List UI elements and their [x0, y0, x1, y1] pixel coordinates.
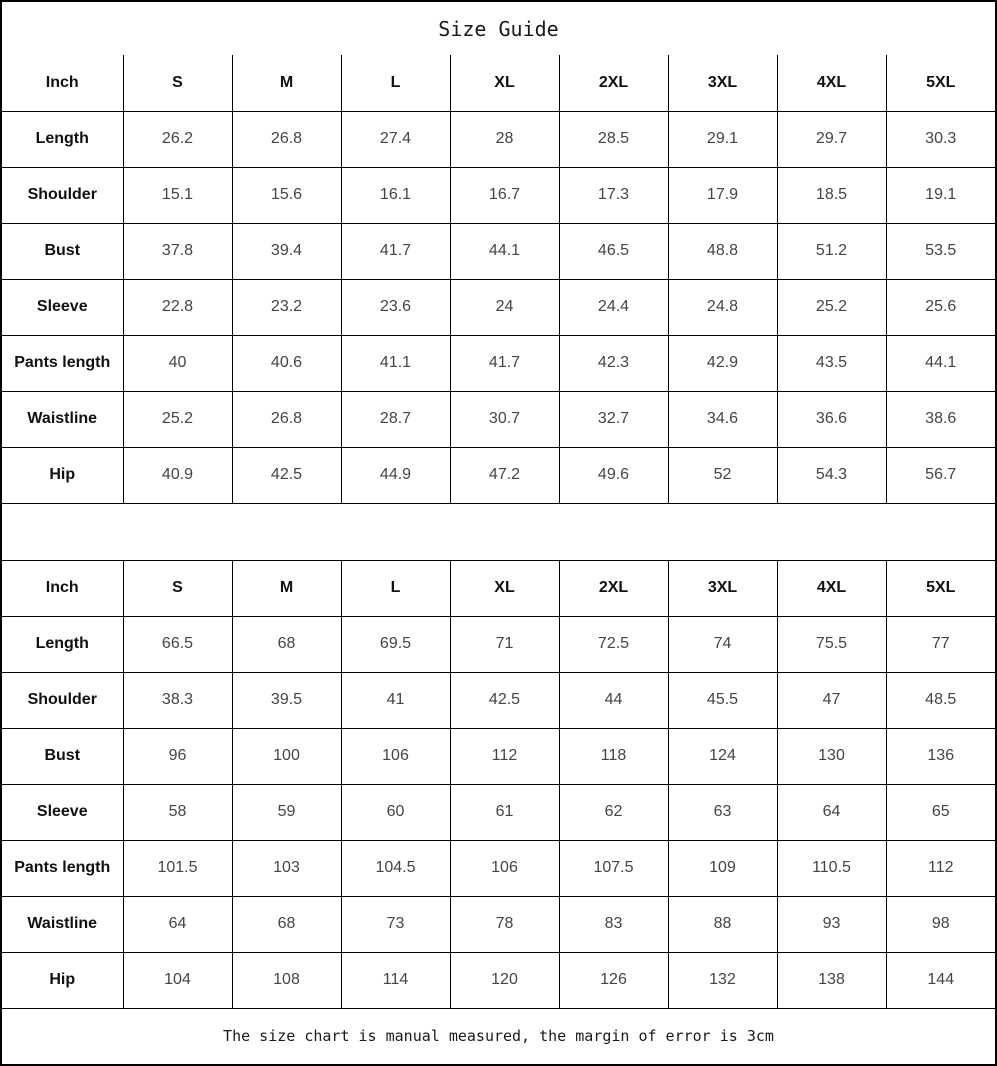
- value-cell: 41.7: [341, 223, 450, 279]
- value-cell: 34.6: [668, 391, 777, 447]
- size-header-cell: M: [232, 55, 341, 111]
- value-cell: 69.5: [341, 616, 450, 672]
- value-cell: 83: [559, 896, 668, 952]
- size-header-cell: L: [341, 560, 450, 616]
- unit-header-cell: Inch: [2, 560, 123, 616]
- table-row: [2, 447, 995, 503]
- value-cell: 112: [886, 840, 995, 896]
- table-row: [2, 279, 995, 335]
- value-cell: 60: [341, 784, 450, 840]
- value-cell: 52: [668, 447, 777, 503]
- value-cell: 72.5: [559, 616, 668, 672]
- value-cell: 16.1: [341, 167, 450, 223]
- value-cell: 118: [559, 728, 668, 784]
- row-label: Bust: [2, 223, 123, 279]
- value-cell: 30.7: [450, 391, 559, 447]
- value-cell: 62: [559, 784, 668, 840]
- size-header-cell: 5XL: [886, 55, 995, 111]
- value-cell: 100: [232, 728, 341, 784]
- table-row: [2, 784, 995, 840]
- value-cell: 77: [886, 616, 995, 672]
- row-label: Length: [2, 616, 123, 672]
- size-header-cell: 3XL: [668, 560, 777, 616]
- size-header-cell: S: [123, 560, 232, 616]
- value-cell: 53.5: [886, 223, 995, 279]
- value-cell: 49.6: [559, 447, 668, 503]
- value-cell: 44.9: [341, 447, 450, 503]
- size-header-cell: M: [232, 560, 341, 616]
- value-cell: 26.2: [123, 111, 232, 167]
- value-cell: 64: [123, 896, 232, 952]
- unit-header-cell: Inch: [2, 55, 123, 111]
- row-label: Pants length: [2, 335, 123, 391]
- value-cell: 28.5: [559, 111, 668, 167]
- value-cell: 41: [341, 672, 450, 728]
- row-label: Sleeve: [2, 279, 123, 335]
- value-cell: 42.3: [559, 335, 668, 391]
- footer-note: The size chart is manual measured, the margin of error is 3cm: [223, 1027, 774, 1046]
- value-cell: 41.1: [341, 335, 450, 391]
- value-cell: 38.6: [886, 391, 995, 447]
- size-header-cell: 2XL: [559, 560, 668, 616]
- value-cell: 101.5: [123, 840, 232, 896]
- value-cell: 103: [232, 840, 341, 896]
- value-cell: 61: [450, 784, 559, 840]
- value-cell: 56.7: [886, 447, 995, 503]
- value-cell: 24.4: [559, 279, 668, 335]
- header-row: [2, 560, 995, 616]
- value-cell: 28: [450, 111, 559, 167]
- value-cell: 26.8: [232, 111, 341, 167]
- value-cell: 45.5: [668, 672, 777, 728]
- value-cell: 42.5: [450, 672, 559, 728]
- value-cell: 144: [886, 952, 995, 1008]
- value-cell: 32.7: [559, 391, 668, 447]
- value-cell: 40.9: [123, 447, 232, 503]
- row-label: Bust: [2, 728, 123, 784]
- size-header-cell: 4XL: [777, 560, 886, 616]
- value-cell: 25.6: [886, 279, 995, 335]
- value-cell: 16.7: [450, 167, 559, 223]
- value-cell: 54.3: [777, 447, 886, 503]
- value-cell: 130: [777, 728, 886, 784]
- row-label: Waistline: [2, 896, 123, 952]
- table-row: [2, 896, 995, 952]
- table-row: [2, 728, 995, 784]
- value-cell: 58: [123, 784, 232, 840]
- value-cell: 46.5: [559, 223, 668, 279]
- value-cell: 25.2: [777, 279, 886, 335]
- value-cell: 106: [450, 840, 559, 896]
- value-cell: 41.7: [450, 335, 559, 391]
- value-cell: 42.9: [668, 335, 777, 391]
- value-cell: 15.6: [232, 167, 341, 223]
- size-header-cell: XL: [450, 560, 559, 616]
- table-row: [2, 223, 995, 279]
- value-cell: 93: [777, 896, 886, 952]
- table-row: [2, 840, 995, 896]
- value-cell: 75.5: [777, 616, 886, 672]
- value-cell: 18.5: [777, 167, 886, 223]
- value-cell: 19.1: [886, 167, 995, 223]
- table-row: [2, 167, 995, 223]
- value-cell: 39.5: [232, 672, 341, 728]
- row-label: Pants length: [2, 840, 123, 896]
- value-cell: 29.7: [777, 111, 886, 167]
- value-cell: 24: [450, 279, 559, 335]
- value-cell: 29.1: [668, 111, 777, 167]
- value-cell: 24.8: [668, 279, 777, 335]
- value-cell: 126: [559, 952, 668, 1008]
- size-header-cell: 5XL: [886, 560, 995, 616]
- size-header-cell: 3XL: [668, 55, 777, 111]
- table-row: [2, 952, 995, 1008]
- value-cell: 44.1: [886, 335, 995, 391]
- page-title: Size Guide: [438, 16, 559, 41]
- table-row: [2, 616, 995, 672]
- value-cell: 114: [341, 952, 450, 1008]
- value-cell: 59: [232, 784, 341, 840]
- value-cell: 47.2: [450, 447, 559, 503]
- value-cell: 48.5: [886, 672, 995, 728]
- value-cell: 110.5: [777, 840, 886, 896]
- size-table-inch: [2, 55, 995, 504]
- size-header-cell: 4XL: [777, 55, 886, 111]
- value-cell: 68: [232, 896, 341, 952]
- value-cell: 43.5: [777, 335, 886, 391]
- value-cell: 120: [450, 952, 559, 1008]
- row-label: Shoulder: [2, 167, 123, 223]
- value-cell: 68: [232, 616, 341, 672]
- row-label: Hip: [2, 447, 123, 503]
- value-cell: 44: [559, 672, 668, 728]
- value-cell: 27.4: [341, 111, 450, 167]
- value-cell: 15.1: [123, 167, 232, 223]
- value-cell: 112: [450, 728, 559, 784]
- value-cell: 36.6: [777, 391, 886, 447]
- value-cell: 96: [123, 728, 232, 784]
- header-row: [2, 55, 995, 111]
- value-cell: 104.5: [341, 840, 450, 896]
- value-cell: 39.4: [232, 223, 341, 279]
- value-cell: 65: [886, 784, 995, 840]
- value-cell: 108: [232, 952, 341, 1008]
- value-cell: 74: [668, 616, 777, 672]
- value-cell: 107.5: [559, 840, 668, 896]
- row-label: Shoulder: [2, 672, 123, 728]
- value-cell: 48.8: [668, 223, 777, 279]
- value-cell: 138: [777, 952, 886, 1008]
- value-cell: 44.1: [450, 223, 559, 279]
- value-cell: 17.3: [559, 167, 668, 223]
- value-cell: 17.9: [668, 167, 777, 223]
- value-cell: 98: [886, 896, 995, 952]
- value-cell: 30.3: [886, 111, 995, 167]
- value-cell: 25.2: [123, 391, 232, 447]
- size-header-cell: L: [341, 55, 450, 111]
- row-label: Hip: [2, 952, 123, 1008]
- value-cell: 26.8: [232, 391, 341, 447]
- table-row: [2, 672, 995, 728]
- value-cell: 42.5: [232, 447, 341, 503]
- value-cell: 23.6: [341, 279, 450, 335]
- value-cell: 104: [123, 952, 232, 1008]
- value-cell: 71: [450, 616, 559, 672]
- size-header-cell: 2XL: [559, 55, 668, 111]
- value-cell: 63: [668, 784, 777, 840]
- table-row: [2, 391, 995, 447]
- value-cell: 64: [777, 784, 886, 840]
- size-header-cell: XL: [450, 55, 559, 111]
- row-label: Length: [2, 111, 123, 167]
- value-cell: 51.2: [777, 223, 886, 279]
- value-cell: 40: [123, 335, 232, 391]
- table-row: [2, 335, 995, 391]
- value-cell: 47: [777, 672, 886, 728]
- value-cell: 78: [450, 896, 559, 952]
- value-cell: 109: [668, 840, 777, 896]
- value-cell: 38.3: [123, 672, 232, 728]
- value-cell: 23.2: [232, 279, 341, 335]
- row-label: Sleeve: [2, 784, 123, 840]
- value-cell: 37.8: [123, 223, 232, 279]
- value-cell: 136: [886, 728, 995, 784]
- value-cell: 22.8: [123, 279, 232, 335]
- value-cell: 132: [668, 952, 777, 1008]
- size-header-cell: S: [123, 55, 232, 111]
- size-table-cm: [2, 560, 995, 1009]
- value-cell: 66.5: [123, 616, 232, 672]
- value-cell: 73: [341, 896, 450, 952]
- table-row: [2, 111, 995, 167]
- table-separator: [2, 504, 995, 560]
- value-cell: 124: [668, 728, 777, 784]
- value-cell: 88: [668, 896, 777, 952]
- value-cell: 28.7: [341, 391, 450, 447]
- value-cell: 40.6: [232, 335, 341, 391]
- value-cell: 106: [341, 728, 450, 784]
- row-label: Waistline: [2, 391, 123, 447]
